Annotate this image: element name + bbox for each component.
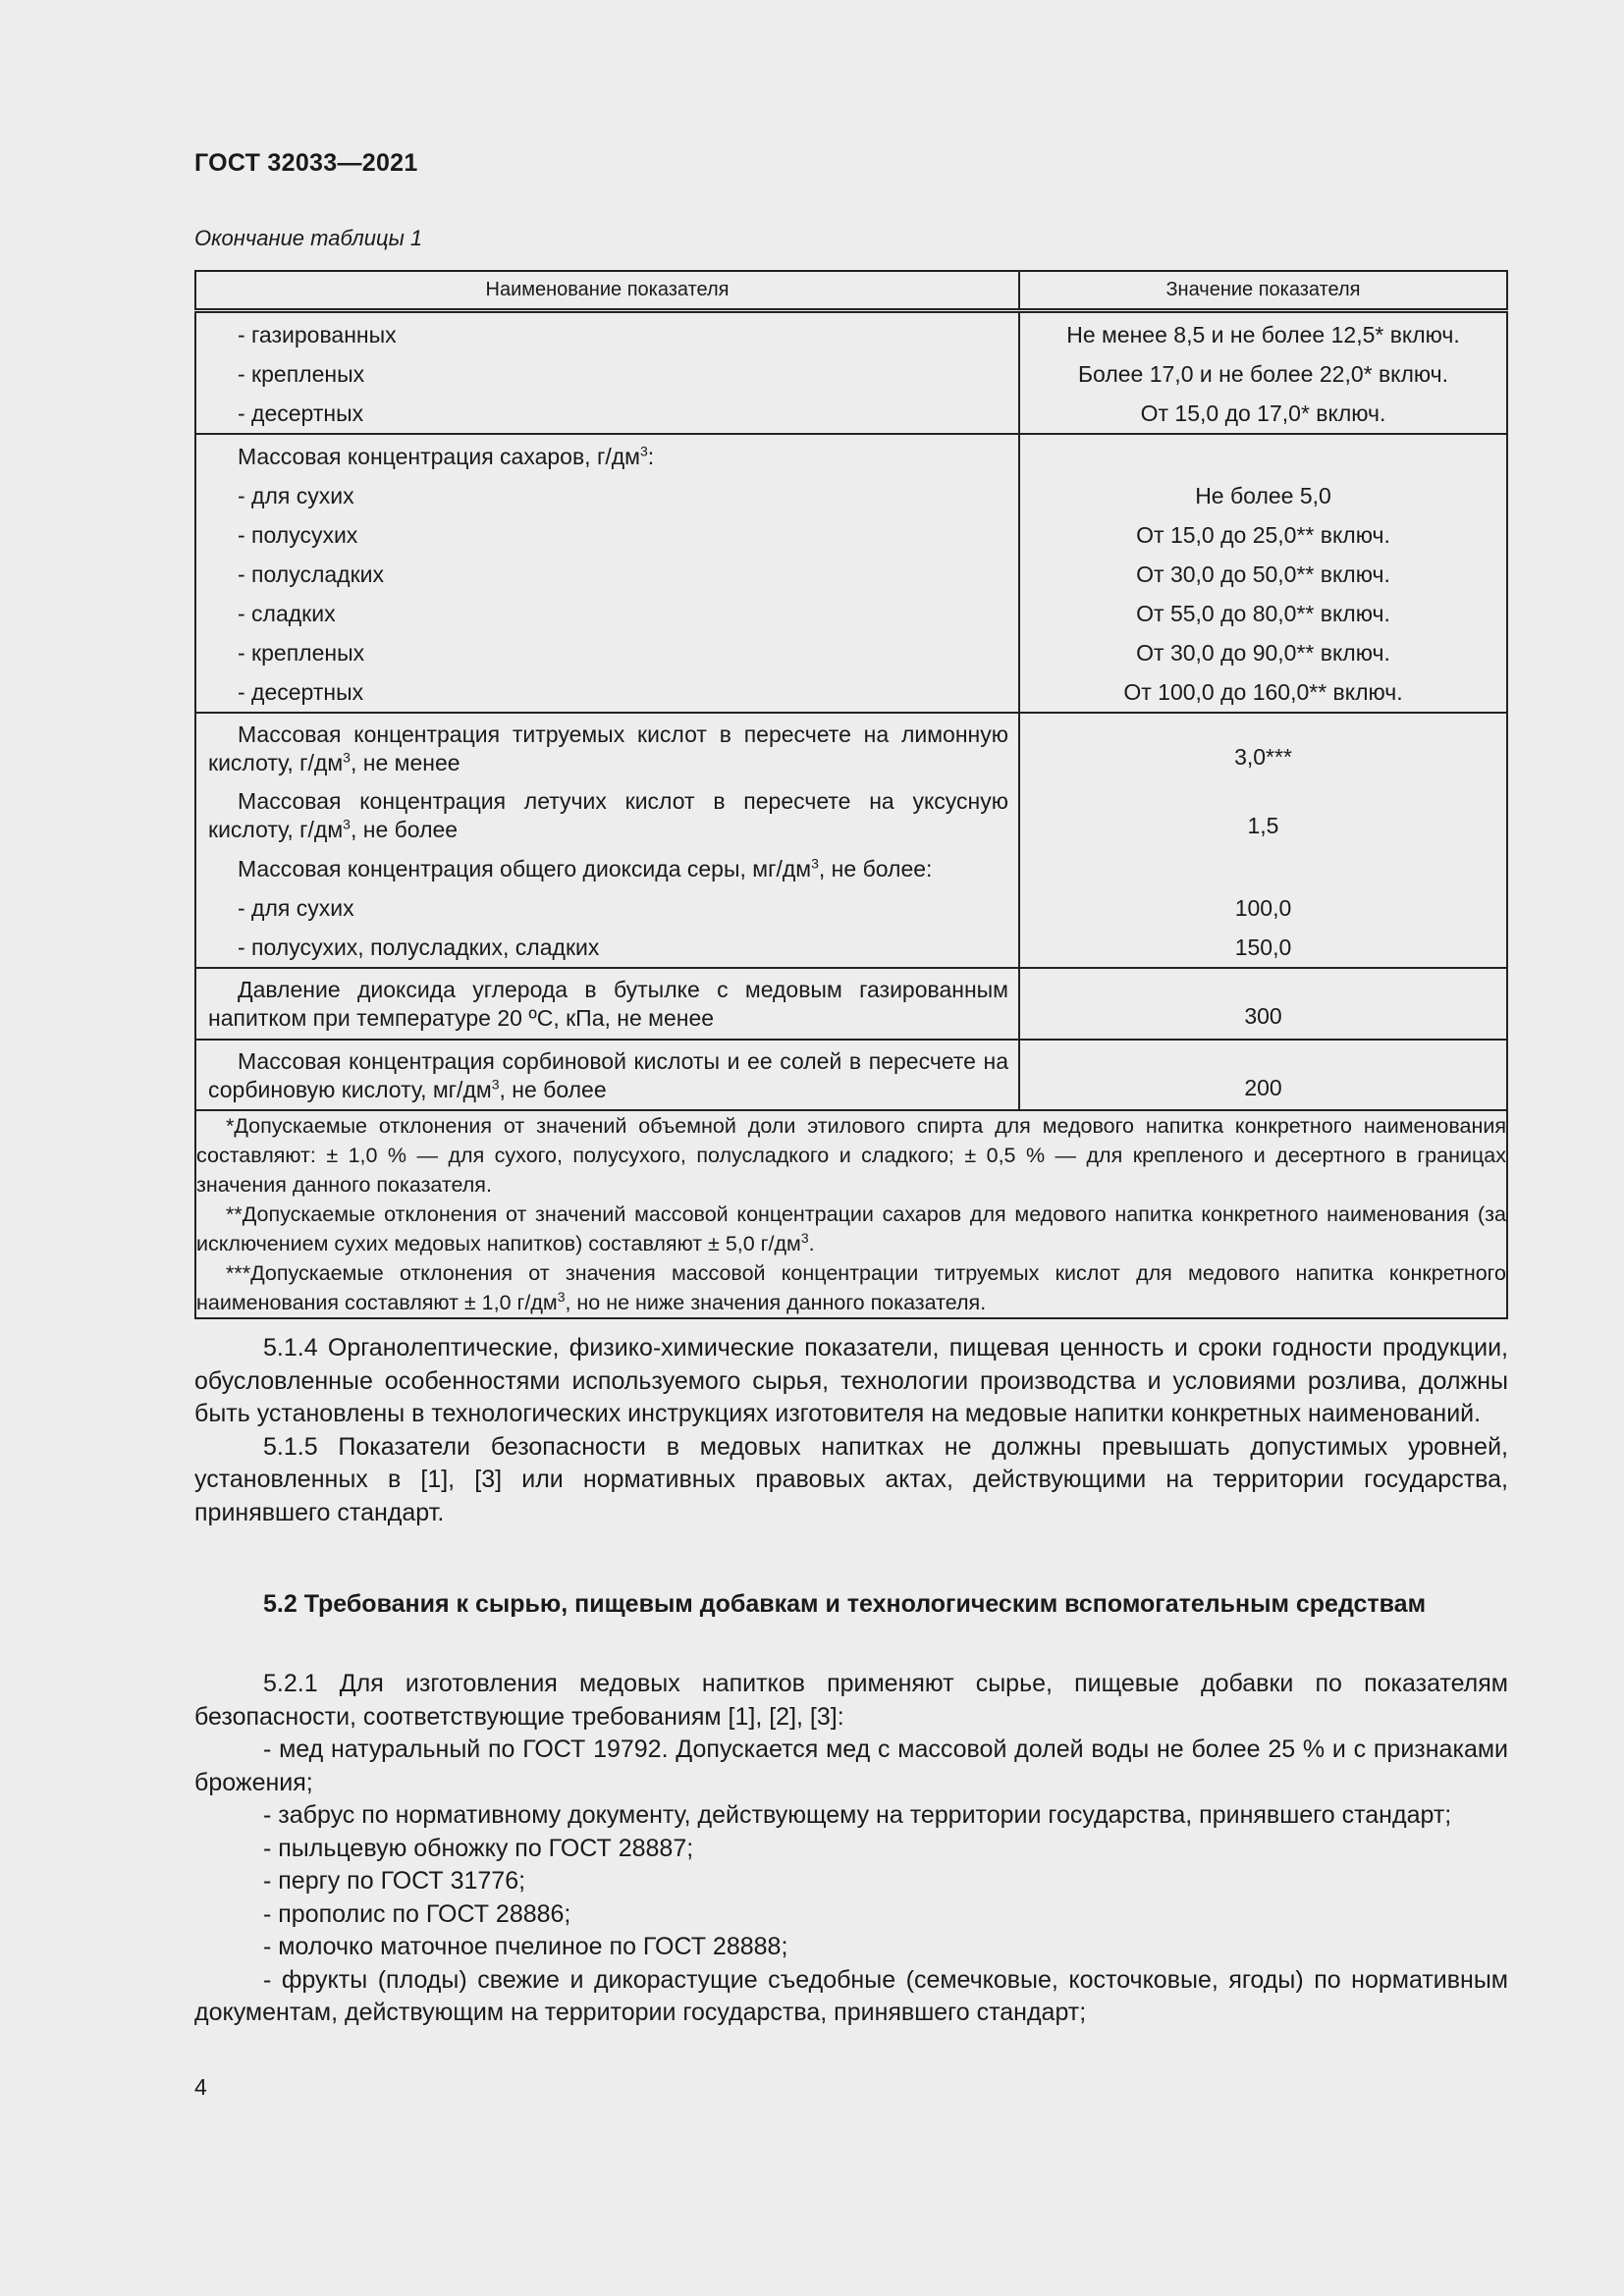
table-row-label: - для сухих bbox=[238, 483, 354, 508]
footnote-3: ***Допускаемые отклонения от значения массовой концентрации титруемых кислот для медового напитка конкретного наименования составляют ± 1,0 $г/дм^3$, но не ниже значения данного показателя. bbox=[196, 1261, 1506, 1314]
table-row-label: - газированных bbox=[238, 322, 397, 347]
table-row-label: - десертных bbox=[238, 679, 364, 705]
sorbic-label: Массовая концентрация сорбиновой кислоты и ее солей в пересчете на сорбиновую кислоту, $мг/дм^3$, не более bbox=[208, 1048, 1008, 1102]
table-section-sorbic bbox=[195, 1040, 1507, 1110]
table-header-row bbox=[195, 271, 1507, 311]
table-row-value: 200 bbox=[1244, 1075, 1282, 1100]
volatile-acids-label: Массовая концентрация летучих кислот в пересчете на уксусную кислоту, $г/дм^3$, не более bbox=[208, 788, 1008, 842]
section-5-2-1 bbox=[194, 1668, 1508, 2030]
indicators-table bbox=[194, 270, 1508, 1319]
table-row-value: От 15,0 до 17,0* включ. bbox=[1140, 400, 1386, 426]
table-row-value: 150,0 bbox=[1234, 934, 1292, 960]
table-row-label: - полусухих, полусладких, сладких bbox=[238, 934, 600, 960]
table-caption: Окончание таблицы 1 bbox=[194, 226, 423, 250]
table-section-pressure bbox=[195, 968, 1507, 1040]
table-notes bbox=[195, 1110, 1507, 1318]
table-row-label: - крепленых bbox=[238, 640, 365, 666]
pressure-label: Давление диоксида углерода в бутылке с медовым газированным напитком при температуре 20 ºС, кПа, не менее bbox=[208, 977, 1008, 1031]
table-row-value: Не более 5,0 bbox=[1195, 483, 1331, 508]
table-row-label: - десертных bbox=[238, 400, 364, 426]
list-item: - прополис по ГОСТ 28886; bbox=[263, 1899, 571, 1928]
table-row-value: 3,0*** bbox=[1234, 744, 1292, 770]
table-row-label: - крепленых bbox=[238, 361, 365, 387]
heading-5-2: 5.2 Требования к сырью, пищевым добавкам и технологическим вспомогательным средствам bbox=[263, 1590, 1427, 1618]
list-item: - фрукты (плоды) свежие и дикорастущие съедобные (семечковые, косточковые, ягоды) по нормативным документам, действующим на территории государства, принявшего стандарт; bbox=[194, 1965, 1508, 2026]
column-header-value: Значение показателя bbox=[1019, 271, 1507, 311]
document-page bbox=[194, 0, 1508, 2296]
table-row-value: Не менее 8,5 и не более 12,5* включ. bbox=[1066, 322, 1460, 347]
page-number: 4 bbox=[194, 2074, 207, 2100]
table-row-value: Более 17,0 и не более 22,0* включ. bbox=[1077, 361, 1449, 387]
table-row-value: От 100,0 до 160,0** включ. bbox=[1123, 679, 1403, 705]
titratable-acids-label: Массовая концентрация титруемых кислот в пересчете на лимонную кислоту, $г/дм^3$, не менее bbox=[208, 721, 1008, 775]
footnote-2: **Допускаемые отклонения от значений массовой концентрации сахаров для медового напитка конкретного наименования (за исключением сухих медовых напитков) составляют ± 5,0 $г/дм^3$. bbox=[196, 1202, 1506, 1255]
table-row-value: 100,0 bbox=[1234, 895, 1292, 921]
list-item: - пыльцевую обножку по ГОСТ 28887; bbox=[263, 1834, 694, 1862]
list-item: - пергу по ГОСТ 31776; bbox=[263, 1867, 526, 1895]
table-section-alcohol bbox=[195, 311, 1507, 435]
table-row-value: От 30,0 до 50,0** включ. bbox=[1136, 561, 1390, 587]
table-section-acids bbox=[195, 713, 1507, 968]
table-row-value: От 15,0 до 25,0** включ. bbox=[1136, 522, 1390, 548]
list-item: - мед натуральный по ГОСТ 19792. Допускается мед с массовой долей воды не более 25 % и с признаками брожения; bbox=[194, 1735, 1508, 1796]
section-514-515 bbox=[194, 1332, 1508, 1529]
sulfur-title: Массовая концентрация общего диоксида серы, $мг/дм^3$, не более: bbox=[238, 855, 933, 881]
paragraph-5-1-4: 5.1.4 Органолептические, физико-химические показатели, пищевая ценность и сроки годности продукции, обусловленные особенностями используемого сырья, технологии производства и условиями розлива, должны быть установлены в технологических инструкциях изготовителя на медовые напитки конкретных наименований. bbox=[194, 1334, 1508, 1427]
table-row-label: - сладких bbox=[238, 601, 336, 626]
paragraph-5-1-5: 5.1.5 Показатели безопасности в медовых напитках не должны превышать допустимых уровней, установленных в [1], [3] или нормативных правовых актах, действующими на территории государства, принявшего стандарт. bbox=[194, 1432, 1508, 1526]
table-row-label: - для сухих bbox=[238, 895, 354, 921]
table-row-value: От 55,0 до 80,0** включ. bbox=[1136, 601, 1390, 626]
list-item: - молочко маточное пчелиное по ГОСТ 28888; bbox=[263, 1933, 788, 1960]
list-item: - забрус по нормативному документу, действующему на территории государства, принявшего стандарт; bbox=[263, 1801, 1452, 1829]
column-header-name: Наименование показателя bbox=[195, 271, 1019, 311]
table-row-value: 300 bbox=[1244, 1003, 1282, 1029]
sugar-title: Массовая концентрация сахаров, $г/дм^3$: bbox=[238, 443, 655, 469]
table-row-label: - полусухих bbox=[238, 522, 358, 548]
table-row-value: От 30,0 до 90,0** включ. bbox=[1136, 640, 1390, 666]
table-section-sugar bbox=[195, 434, 1507, 713]
footnote-1: *Допускаемые отклонения от значений объемной доли этилового спирта для медового напитка конкретного наименования составляют: ± 1,0 % — для сухого, полусухого, полусладкого и сладкого; ± 0,5 % — для крепленого и десертного в границах значения данного показателя. bbox=[196, 1114, 1506, 1197]
paragraph-5-2-1: 5.2.1 Для изготовления медовых напитков применяют сырье, пищевые добавки по показателям безопасности, соответствующие требованиям [1], [2], [3]: bbox=[194, 1670, 1508, 1731]
table-row-value: 1,5 bbox=[1247, 813, 1279, 838]
document-code: ГОСТ 32033—2021 bbox=[194, 149, 418, 177]
table-row-label: - полусладких bbox=[238, 561, 384, 587]
